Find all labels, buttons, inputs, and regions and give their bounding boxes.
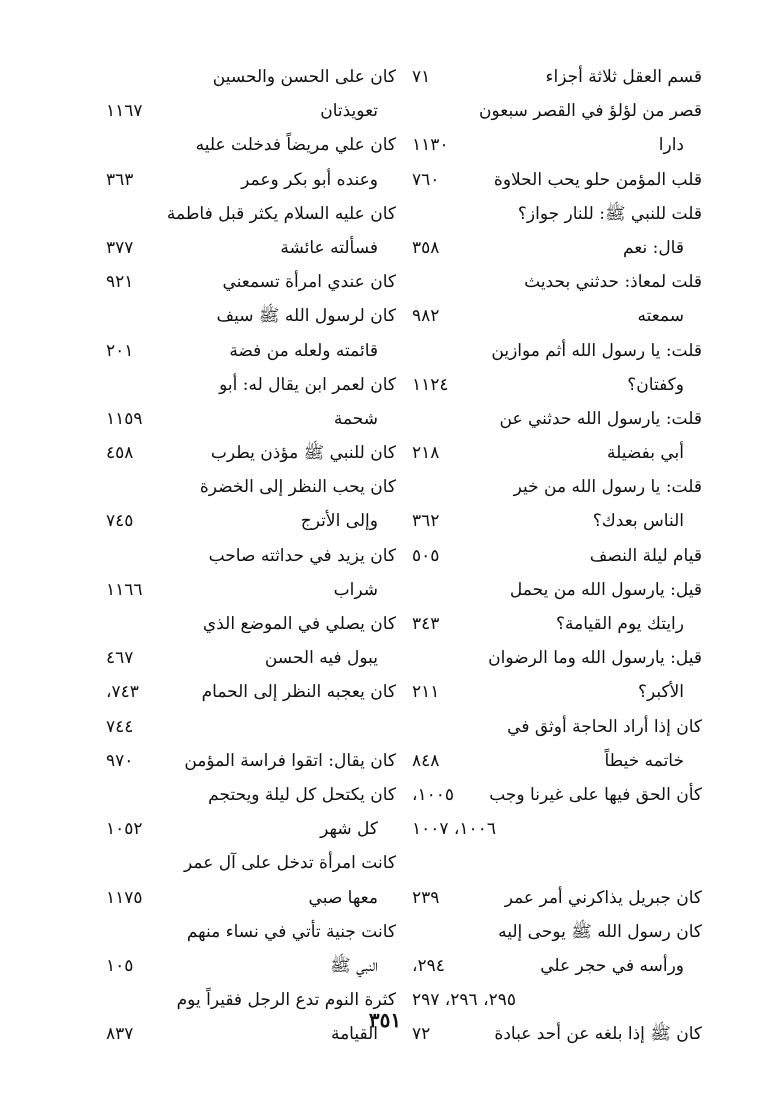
entry-text: قائمته ولعله من فضة bbox=[229, 340, 378, 361]
index-entry bbox=[106, 334, 396, 368]
index-entry bbox=[412, 778, 702, 812]
entry-text: شراب bbox=[333, 579, 378, 600]
entry-text: كان عليه السلام يكثر قبل فاطمة bbox=[166, 203, 396, 224]
entry-page-ref: ٢١٨ bbox=[412, 443, 440, 464]
entry-text: ورأسه في حجر علي bbox=[540, 955, 684, 976]
entry-text: أبي بفضيلة bbox=[607, 443, 684, 464]
entry-page-ref: ٢٠١ bbox=[106, 340, 134, 361]
entry-page-ref: ١١٦٦ bbox=[106, 579, 143, 600]
entry-page-ref: ٧٦٠ bbox=[412, 169, 440, 190]
entry-text: وإلى الأترج bbox=[300, 511, 378, 532]
entry-text: كان عندي امرأة تسمعني bbox=[222, 272, 396, 293]
entry-page-ref: ١٠٥٢ bbox=[106, 819, 143, 840]
index-entry bbox=[412, 299, 702, 333]
entry-text: كان لرسول الله ﷺ سيف bbox=[216, 306, 396, 327]
entry-page-ref: ٤٥٨ bbox=[106, 443, 134, 464]
index-entry bbox=[412, 128, 702, 162]
index-entry bbox=[106, 573, 396, 607]
entry-text: قلت لمعاذ: حدثني بحديث bbox=[524, 272, 702, 293]
entry-text: كان يعجبه النظر إلى الحمام bbox=[201, 682, 396, 703]
index-entry bbox=[412, 573, 702, 607]
entry-page-ref: ٣٤٣ bbox=[412, 614, 440, 634]
index-entry bbox=[412, 607, 702, 641]
entry-text: سمعته bbox=[637, 306, 684, 327]
index-entry bbox=[106, 675, 396, 709]
index-entry bbox=[106, 60, 396, 94]
entry-page-ref: ٢٣٩ bbox=[412, 887, 440, 908]
entry-text: دارا bbox=[658, 135, 684, 156]
index-entry bbox=[106, 778, 396, 812]
index-entry bbox=[412, 539, 702, 573]
entry-page-ref: ٥٠٥ bbox=[412, 545, 440, 566]
entry-text: قلت للنبي ﷺ: للنار جواز؟ bbox=[517, 203, 702, 224]
index-entry bbox=[412, 881, 702, 915]
entry-text: كان يحب النظر إلى الخضرة bbox=[199, 477, 396, 498]
entry-text: رايتك يوم القيامة؟ bbox=[555, 614, 684, 634]
entry-text: خاتمه خيطاً bbox=[604, 750, 684, 771]
entry-text: قيام ليلة النصف bbox=[589, 545, 702, 566]
entry-page-ref: ٩٢١ bbox=[106, 272, 134, 293]
index-entry bbox=[106, 812, 396, 846]
entry-page-ref: ٧٤٤ bbox=[106, 716, 134, 737]
index-entry bbox=[106, 163, 396, 197]
entry-text: تعويذتان bbox=[320, 101, 378, 122]
index-entry bbox=[106, 744, 396, 778]
entry-text: كان لعمر ابن يقال له: أبو bbox=[219, 374, 396, 395]
entry-page-ref: ٢٩٥، ٢٩٦، ٢٩٧ bbox=[412, 990, 516, 1011]
entry-page-ref: ٣٧٧ bbox=[106, 237, 134, 258]
entry-page-ref: ٩٨٢ bbox=[412, 306, 440, 327]
entry-page-ref: ١١٥٩ bbox=[106, 408, 143, 429]
index-entry bbox=[106, 470, 396, 504]
index-entry bbox=[106, 504, 396, 538]
index-entry bbox=[106, 607, 396, 641]
entry-text: الأكبر؟ bbox=[637, 682, 684, 703]
entry-text: كان إذا أراد الحاجة أوثق في bbox=[507, 716, 702, 737]
index-entry bbox=[106, 197, 396, 231]
index-entry bbox=[412, 744, 702, 778]
index-entry bbox=[412, 641, 702, 675]
index-entry bbox=[412, 402, 702, 436]
entry-page-ref: ١٠٥ bbox=[106, 955, 134, 976]
entry-page-ref: ٨٣٧ bbox=[106, 1024, 134, 1045]
entry-page-ref: ٧٤٣، bbox=[106, 682, 139, 703]
index-entry bbox=[412, 710, 702, 744]
entry-page-ref: ٣٥٨ bbox=[412, 237, 440, 258]
entry-text: الناس بعدك؟ bbox=[592, 511, 684, 532]
entry-text: كثرة النوم تدع الرجل فقيراً يوم bbox=[176, 990, 396, 1011]
entry-text: كان على الحسن والحسين bbox=[212, 67, 396, 87]
entry-text: معها صبي bbox=[308, 887, 378, 908]
entry-page-ref: ٧٤٥ bbox=[106, 511, 134, 532]
index-entry bbox=[412, 915, 702, 949]
index-entry bbox=[106, 949, 396, 983]
index-entry bbox=[106, 402, 396, 436]
entry-text: النبي ﷺ bbox=[330, 955, 378, 976]
entry-text: فسألته عائشة bbox=[280, 237, 378, 258]
index-entry bbox=[412, 163, 702, 197]
entry-text: كان رسول الله ﷺ يوحى إليه bbox=[498, 921, 702, 942]
index-entry bbox=[412, 60, 702, 94]
index-entry bbox=[106, 881, 396, 915]
entry-text: يبول فيه الحسن bbox=[264, 648, 378, 669]
entry-text: قلت: يا رسول الله من خير bbox=[513, 477, 702, 498]
entry-page-ref: ١٠٠٥، bbox=[412, 784, 455, 805]
entry-page-ref: ٣٦٢ bbox=[412, 511, 440, 532]
entry-text: وعنده أبو بكر وعمر bbox=[241, 169, 378, 190]
index-entry bbox=[106, 265, 396, 299]
entry-text: كأن الحق فيها على غيرنا وجب bbox=[489, 784, 702, 805]
index-entry bbox=[412, 436, 702, 470]
entry-text: كان ﷺ إذا بلغه عن أحد عبادة bbox=[494, 1024, 702, 1045]
entry-page-ref: ٣٦٣ bbox=[106, 169, 134, 190]
entry-page-ref: ٤٦٧ bbox=[106, 648, 134, 669]
index-entry bbox=[412, 504, 702, 538]
entry-page-ref: ١١٣٠ bbox=[412, 135, 449, 156]
entry-text: وكفتان؟ bbox=[627, 374, 684, 395]
entry-text: شحمة bbox=[333, 408, 378, 429]
entry-page-ref: ٧١ bbox=[412, 67, 431, 87]
entry-text: قلت: يارسول الله حدثني عن bbox=[499, 408, 702, 429]
entry-text: كانت جنية تأتي في نساء منهم bbox=[186, 921, 396, 942]
entry-text: قيل: يارسول الله وما الرضوان bbox=[488, 648, 702, 669]
entry-text: قلب المؤمن حلو يحب الحلاوة bbox=[493, 169, 702, 190]
index-entry bbox=[106, 299, 396, 333]
entry-text: كان للنبي ﷺ مؤذن يطرب bbox=[210, 443, 396, 464]
index-entry bbox=[412, 265, 702, 299]
entry-text: كان يصلي في الموضع الذي bbox=[202, 614, 396, 634]
entry-text: القيامة bbox=[330, 1024, 378, 1045]
index-entry bbox=[106, 539, 396, 573]
entry-text: كان جبريل يذاكرني أمر عمر bbox=[504, 887, 702, 908]
entry-text: كانت امرأة تدخل على آل عمر bbox=[184, 853, 396, 874]
entry-text: قسم العقل ثلاثة أجزاء bbox=[545, 67, 702, 87]
index-entry bbox=[106, 231, 396, 265]
entry-page-ref: ٨٤٨ bbox=[412, 750, 440, 771]
entry-text: كان يزيد في حداثته صاحب bbox=[208, 545, 396, 566]
index-column-left bbox=[106, 60, 396, 1051]
index-entry bbox=[412, 846, 702, 880]
entry-page-ref: ٧٢ bbox=[412, 1024, 431, 1045]
entry-text: كان يقال: اتقوا فراسة المؤمن bbox=[184, 750, 396, 771]
entry-page-ref: ٢١١ bbox=[412, 682, 440, 703]
index-entry bbox=[106, 915, 396, 949]
entry-page-ref: ٢٩٤، bbox=[412, 955, 445, 976]
entry-text: قلت: يا رسول الله أثم موازين bbox=[491, 340, 702, 361]
index-column-right bbox=[412, 60, 702, 1051]
entry-text: كان علي مريضاً فدخلت عليه bbox=[195, 135, 396, 156]
index-entry bbox=[412, 334, 702, 368]
entry-text: قصر من لؤلؤ في القصر سبعون bbox=[478, 101, 702, 122]
entry-text: قال: نعم bbox=[622, 237, 684, 258]
entry-text: قيل: يارسول الله من يحمل bbox=[509, 579, 702, 600]
entry-page-ref: ١١٧٥ bbox=[106, 887, 143, 908]
entry-page-ref: ١١٦٧ bbox=[106, 101, 143, 122]
index-entry bbox=[106, 94, 396, 128]
index-entry bbox=[412, 197, 702, 231]
index-entry bbox=[106, 641, 396, 675]
index-entry bbox=[412, 675, 702, 709]
entry-text: كان يكتحل كل ليلة ويحتجم bbox=[208, 784, 396, 805]
index-entry bbox=[412, 470, 702, 504]
entry-page-ref: ٩٧٠ bbox=[106, 750, 134, 771]
index-entry bbox=[106, 846, 396, 880]
entry-page-ref: ١١٢٤ bbox=[412, 374, 449, 395]
entry-page-ref: ١٠٠٦، ١٠٠٧ bbox=[412, 819, 496, 840]
index-entry bbox=[412, 94, 702, 128]
index-entry bbox=[106, 128, 396, 162]
index-entry bbox=[412, 949, 702, 983]
index-entry bbox=[412, 368, 702, 402]
index-entry bbox=[412, 812, 702, 846]
index-entry bbox=[106, 368, 396, 402]
index-entry bbox=[106, 710, 396, 744]
page-number: ٣٥١ bbox=[368, 1008, 402, 1032]
index-entry bbox=[106, 436, 396, 470]
entry-text: كل شهر bbox=[320, 819, 378, 840]
index-entry bbox=[412, 231, 702, 265]
